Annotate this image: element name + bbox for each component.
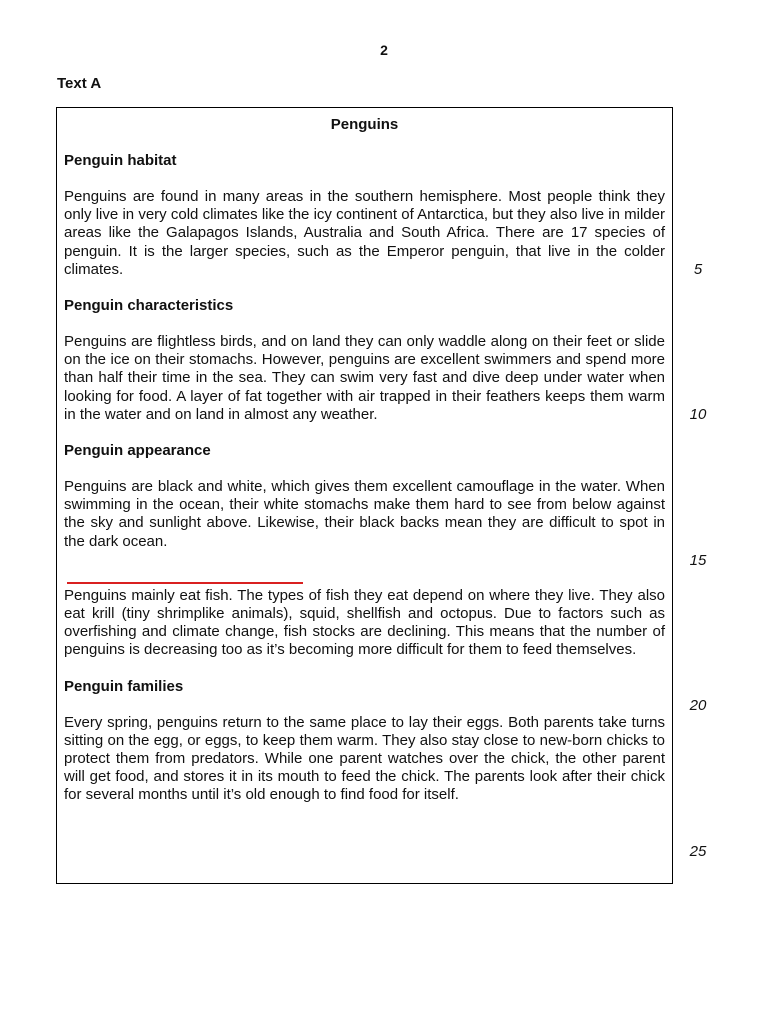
line-number-5: 5 <box>693 261 703 278</box>
line-number-15: 15 <box>689 552 707 569</box>
paragraph-families: Every spring, penguins return to the same place to lay their eggs. Both parents take turns sitting on the egg, or eggs, to keep them warm. They also stay close to new-born chicks to protect them from predators. While one parent watches over the chick, the other parent will get food, and stores it in its mouth to feed the chick. The parents look after their chick for several months until it’s old enough to find food for itself. <box>64 713 665 804</box>
paragraph-appearance: Penguins are black and white, which gives them excellent camouflage in the water. When swimming in the ocean, their white stomachs make them hard to see from below against the sky and sunlight above. Likewise, their black backs mean they are difficult to spot in the dark ocean. <box>64 478 665 550</box>
heading-habitat: Penguin habitat <box>64 152 177 169</box>
paragraph-diet: Penguins mainly eat fish. The types of fish they eat depend on where they live. They also eat krill (tiny shrimplike animals), squid, shellfish and octopus. Due to factors such as overfishing and climate change, fish stocks are declining. This means that the number of penguins is decreasing too as it’s becoming more difficult for them to feed themselves. <box>64 586 665 659</box>
heading-characteristics: Penguin characteristics <box>64 297 234 315</box>
text-box <box>56 107 673 884</box>
page-number: 2 <box>380 42 388 58</box>
paragraph-characteristics: Penguins are flightless birds, and on land they can only waddle along on their feet or slide on the ice on their stomachs. However, penguins are excellent swimmers and spend more than half their time in the sea. They can swim very fast and dive deep under water when looking for food. A layer of fat together with air trapped in their feathers keeps them warm in the water and on land in almost any weather. <box>64 333 665 423</box>
missing-heading-blank <box>64 569 665 585</box>
paragraph-habitat: Penguins are found in many areas in the southern hemisphere. Most people think they only live in very cold climates like the icy continent of Antarctica, but they also live in milder areas like the Galapagos Islands, Australia and South Africa. There are 17 species of penguin. It is the larger species, such as the Emperor penguin, that live in the colder climates. <box>64 188 665 278</box>
line-number-20: 20 <box>689 697 707 714</box>
line-number-25: 25 <box>689 843 707 860</box>
heading-appearance: Penguin appearance <box>64 442 211 460</box>
text-label: Text A <box>57 75 102 92</box>
heading-families: Penguin families <box>64 677 184 695</box>
article-title: Penguins <box>330 116 399 133</box>
line-number-10: 10 <box>689 406 707 423</box>
missing-heading-underline <box>67 582 303 584</box>
